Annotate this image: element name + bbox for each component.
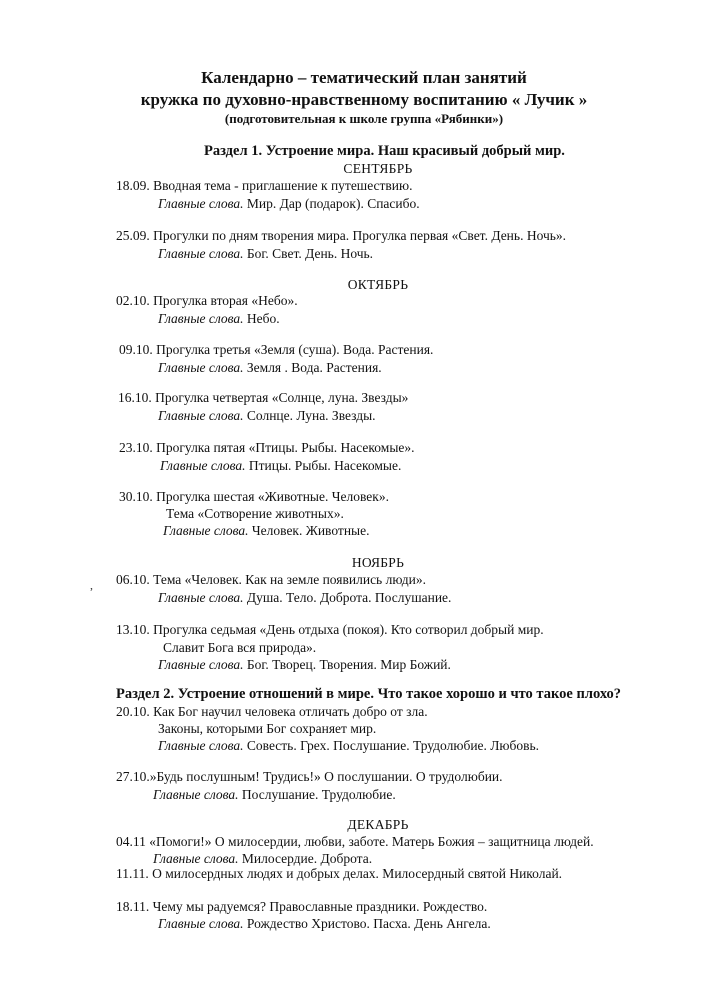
keywords-text: Бог. Свет. День. Ночь.	[243, 246, 374, 261]
entry-date: 27.10.	[116, 769, 150, 784]
month-december: ДЕКАБРЬ	[347, 817, 409, 832]
entry-date: 02.10.	[116, 293, 150, 308]
document-title-line1: Календарно – тематический план занятий	[201, 68, 527, 87]
plan-entry	[116, 293, 298, 309]
entry-extra-line: Законы, которыми Бог сохраняет мир.	[158, 721, 377, 736]
keywords-text: Послушание. Трудолюбие.	[238, 787, 396, 802]
plan-entry	[118, 390, 408, 406]
entry-text: Вводная тема - приглашение к путешествию.	[149, 178, 413, 193]
plan-entry	[116, 178, 412, 194]
keywords-line	[158, 311, 280, 327]
keywords-text: Мир. Дар (подарок). Спасибо.	[243, 196, 420, 211]
keywords-label: Главные слова.	[163, 523, 249, 538]
entry-text: Прогулка седьмая «День отдыха (покоя). Кто сотворил добрый мир.	[149, 622, 544, 637]
entry-text: Прогулка вторая «Небо».	[149, 293, 298, 308]
keywords-label: Главные слова.	[153, 787, 239, 802]
entry-text: Прогулки по дням творения мира. Прогулка первая «Свет. День. Ночь».	[149, 228, 567, 243]
entry-date: 06.10.	[116, 572, 150, 587]
entry-text: Прогулка пятая «Птицы. Рыбы. Насекомые».	[152, 440, 415, 455]
plan-entry	[116, 622, 544, 638]
keywords-text: Птицы. Рыбы. Насекомые.	[245, 458, 402, 473]
entry-date: 23.10.	[119, 440, 153, 455]
keywords-line	[160, 458, 401, 474]
entry-text: »Будь послушным! Трудись!» О послушании. О трудолюбии.	[149, 769, 503, 784]
entry-text: О милосердных людях и добрых делах. Милосердный святой Николай.	[148, 866, 563, 881]
keywords-label: Главные слова.	[158, 590, 244, 605]
keywords-label: Главные слова.	[158, 360, 244, 375]
keywords-label: Главные слова.	[153, 851, 239, 866]
keywords-line	[158, 916, 491, 932]
keywords-line	[153, 851, 372, 867]
entry-text: Прогулка четвертая «Солнце, луна. Звезды»	[151, 390, 409, 405]
plan-entry	[116, 704, 428, 720]
month-october: ОКТЯБРЬ	[347, 277, 409, 292]
keywords-line	[158, 196, 420, 212]
entry-text: Как Бог научил человека отличать добро от зла.	[149, 704, 428, 719]
month-september: СЕНТЯБРЬ	[343, 161, 413, 176]
keywords-label: Главные слова.	[158, 408, 244, 423]
entry-text: Тема «Человек. Как на земле появились люди».	[149, 572, 426, 587]
keywords-text: Солнце. Луна. Звезды.	[243, 408, 376, 423]
entry-date: 20.10.	[116, 704, 150, 719]
plan-entry	[116, 572, 426, 588]
keywords-label: Главные слова.	[158, 657, 244, 672]
entry-date: 18.11.	[116, 899, 150, 914]
plan-entry	[119, 342, 433, 358]
entry-text: «Помоги!» О милосердии, любви, заботе. Матерь Божия – защитница людей.	[145, 834, 594, 849]
entry-date: 11.11.	[116, 866, 149, 881]
keywords-line	[158, 590, 451, 606]
keywords-label: Главные слова.	[158, 916, 244, 931]
keywords-text: Рождество Христово. Пасха. День Ангела.	[243, 916, 491, 931]
plan-entry	[119, 440, 415, 456]
keywords-text: Милосердие. Доброта.	[238, 851, 373, 866]
keywords-line	[158, 360, 382, 376]
keywords-label: Главные слова.	[160, 458, 246, 473]
keywords-text: Бог. Творец. Творения. Мир Божий.	[243, 657, 451, 672]
keywords-line	[158, 657, 451, 673]
entry-date: 16.10.	[118, 390, 152, 405]
keywords-line	[158, 246, 373, 262]
plan-entry	[116, 769, 503, 785]
plan-entry	[119, 489, 389, 505]
section2-title: Раздел 2. Устроение отношений в мире. Что такое хорошо и что такое плохо?	[116, 686, 622, 702]
plan-entry	[116, 228, 566, 244]
entry-date: 25.09.	[116, 228, 150, 243]
entry-date: 13.10.	[116, 622, 150, 637]
keywords-text: Душа. Тело. Доброта. Послушание.	[243, 590, 452, 605]
scan-dot: ,	[90, 578, 93, 592]
keywords-text: Человек. Животные.	[248, 523, 370, 538]
entry-text: Чему мы радуемся? Православные праздники. Рождество.	[149, 899, 488, 914]
entry-text: Прогулка третья «Земля (суша). Вода. Растения.	[152, 342, 434, 357]
keywords-line	[158, 408, 376, 424]
keywords-label: Главные слова.	[158, 246, 244, 261]
plan-entry	[116, 834, 594, 850]
keywords-text: Совесть. Грех. Послушание. Трудолюбие. Любовь.	[243, 738, 540, 753]
keywords-label: Главные слова.	[158, 196, 244, 211]
keywords-label: Главные слова.	[158, 738, 244, 753]
keywords-text: Земля . Вода. Растения.	[243, 360, 382, 375]
keywords-line	[153, 787, 396, 803]
entry-date: 18.09.	[116, 178, 150, 193]
entry-date: 30.10.	[119, 489, 153, 504]
entry-extra-line: Тема «Сотворение животных».	[166, 506, 344, 521]
section1-title: Раздел 1. Устроение мира. Наш красивый добрый мир.	[204, 143, 565, 159]
entry-date: 09.10.	[119, 342, 153, 357]
keywords-line	[163, 523, 369, 539]
keywords-line	[158, 738, 539, 754]
month-november: НОЯБРЬ	[351, 555, 405, 570]
keywords-label: Главные слова.	[158, 311, 244, 326]
entry-date: 04.11	[116, 834, 146, 849]
plan-entry	[116, 899, 487, 915]
keywords-text: Небо.	[243, 311, 280, 326]
entry-extra-line: Славит Бога вся природа».	[163, 640, 317, 655]
plan-entry	[116, 866, 562, 882]
document-title-line2: кружка по духовно-нравственному воспитанию « Лучик »	[140, 90, 588, 109]
entry-text: Прогулка шестая «Животные. Человек».	[152, 489, 389, 504]
document-subtitle: (подготовительная к школе группа «Рябинки»)	[224, 111, 504, 126]
